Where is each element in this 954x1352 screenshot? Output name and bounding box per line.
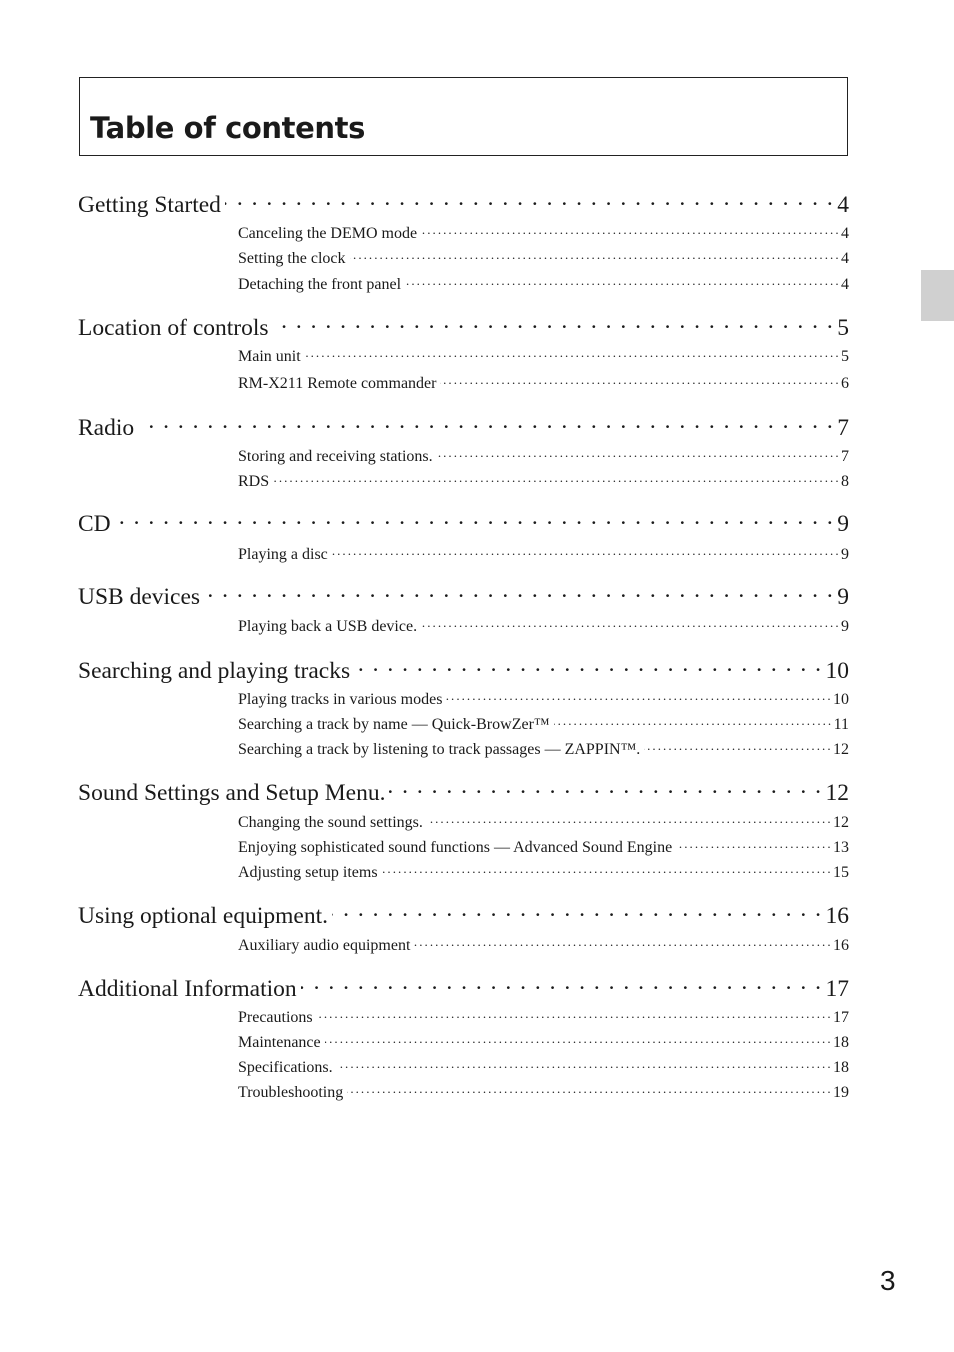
toc-subentry[interactable] <box>238 443 849 467</box>
toc-subentry[interactable] <box>238 343 849 367</box>
toc-subentry-label: Detaching the front panel <box>238 276 402 293</box>
toc-subentry-page-number: 13 <box>833 839 849 856</box>
toc-subentry-page-number: 18 <box>833 1059 849 1076</box>
dot-leader <box>440 370 838 388</box>
toc-section-entry-page-number: 16 <box>825 903 849 929</box>
toc-subentry[interactable] <box>238 686 849 710</box>
dot-leader <box>414 932 830 950</box>
side-tab-marker <box>921 270 954 321</box>
toc-subentry-page-number: 12 <box>833 814 849 831</box>
toc-subentry[interactable] <box>238 736 849 760</box>
toc-subentry[interactable] <box>238 859 849 883</box>
toc-section-entry-label: Radio <box>78 415 135 441</box>
toc-subentry-page-number: 9 <box>841 546 849 563</box>
toc-subentry-page-number: 4 <box>841 225 849 242</box>
toc-subentry[interactable] <box>238 541 849 565</box>
toc-subentry[interactable] <box>238 468 849 492</box>
toc-section-entry-label: USB devices <box>78 584 201 610</box>
toc-section-entry[interactable] <box>78 578 849 610</box>
toc-section-entry-page-number: 9 <box>837 511 849 537</box>
dot-leader <box>427 809 830 827</box>
toc-subentry-label: Main unit <box>238 348 301 365</box>
toc-section-entry-label: Getting Started <box>78 192 221 218</box>
toc-subentry-label: Troubleshooting <box>238 1084 344 1101</box>
toc-subentry[interactable] <box>238 932 849 956</box>
toc-section-entry-page-number: 10 <box>825 658 849 684</box>
toc-subentry-label: Canceling the DEMO mode <box>238 225 418 242</box>
toc-section-entry-label: Searching and playing tracks <box>78 658 351 684</box>
dot-leader <box>225 186 834 212</box>
toc-subentry-page-number: 7 <box>841 448 849 465</box>
toc-subentry[interactable] <box>238 370 849 394</box>
toc-section-entry-page-number: 17 <box>825 976 849 1002</box>
dot-leader <box>138 409 834 435</box>
toc-subentry-page-number: 9 <box>841 618 849 635</box>
toc-section-entry-label: CD <box>78 511 111 537</box>
dot-leader <box>350 245 838 263</box>
toc-subentry-page-number: 19 <box>833 1084 849 1101</box>
toc-subentry[interactable] <box>238 1054 849 1078</box>
dot-leader <box>317 1004 830 1022</box>
dot-leader <box>325 1029 830 1047</box>
page-title: Table of contents <box>90 111 365 145</box>
toc-section-entry[interactable] <box>78 897 849 929</box>
dot-leader <box>644 736 830 754</box>
toc-section-entry[interactable] <box>78 186 849 218</box>
toc-section-entry-label: Location of controls <box>78 315 269 341</box>
dot-leader <box>337 1054 830 1072</box>
toc-subentry-page-number: 11 <box>833 716 849 733</box>
toc-subentry-page-number: 15 <box>833 864 849 881</box>
toc-subentry-page-number: 10 <box>833 691 849 708</box>
dot-leader <box>354 652 822 678</box>
toc-subentry-page-number: 6 <box>841 375 849 392</box>
toc-subentry-label: Searching a track by listening to track passages — ZAPPIN™. <box>238 741 641 758</box>
dot-leader <box>382 859 830 877</box>
toc-subentry-label: Enjoying sophisticated sound functions — Advanced Sound Engine <box>238 839 673 856</box>
toc-subentry[interactable] <box>238 1004 849 1028</box>
toc-section-entry-label: Sound Settings and Setup Menu. <box>78 780 386 806</box>
toc-section-entry-page-number: 5 <box>837 315 849 341</box>
toc-subentry[interactable] <box>238 271 849 295</box>
toc-section-entry[interactable] <box>78 505 849 537</box>
dot-leader <box>115 505 835 531</box>
toc-section-entry[interactable] <box>78 774 849 806</box>
toc-subentry-page-number: 16 <box>833 937 849 954</box>
dot-leader <box>389 774 822 800</box>
toc-subentry-label: RM-X211 Remote commander <box>238 375 437 392</box>
dot-leader <box>446 686 830 704</box>
toc-section-entry-page-number: 12 <box>825 780 849 806</box>
toc-subentry-label: Playing back a USB device. <box>238 618 418 635</box>
toc-section-entry-page-number: 9 <box>837 584 849 610</box>
dot-leader <box>437 443 838 461</box>
page-number: 3 <box>880 1265 896 1296</box>
title-box <box>79 77 848 156</box>
toc-section-entry-label: Using optional equipment. <box>78 903 328 929</box>
toc-subentry-label: RDS <box>238 473 270 490</box>
toc-subentry-label: Storing and receiving stations. <box>238 448 433 465</box>
dot-leader <box>301 970 823 996</box>
toc-subentry-label: Setting the clock <box>238 250 346 267</box>
toc-subentry-label: Specifications. <box>238 1059 333 1076</box>
dot-leader <box>554 711 831 729</box>
toc-section-entry[interactable] <box>78 309 849 341</box>
toc-subentry-label: Precautions <box>238 1009 313 1026</box>
dot-leader <box>676 834 830 852</box>
dot-leader <box>421 220 838 238</box>
toc-subentry[interactable] <box>238 245 849 269</box>
toc-section-entry-page-number: 7 <box>837 415 849 441</box>
toc-subentry-page-number: 4 <box>841 276 849 293</box>
dot-leader <box>305 343 838 361</box>
toc-subentry-page-number: 5 <box>841 348 849 365</box>
dot-leader <box>405 271 838 289</box>
dot-leader <box>204 578 834 604</box>
toc-section-entry-label: Additional Information <box>78 976 297 1002</box>
dot-leader <box>421 613 838 631</box>
toc-section-entry[interactable] <box>78 652 849 684</box>
toc-subentry[interactable] <box>238 834 849 858</box>
toc-section-entry[interactable] <box>78 970 849 1002</box>
toc-subentry[interactable] <box>238 711 849 735</box>
toc-subentry-page-number: 12 <box>833 741 849 758</box>
toc-subentry-page-number: 8 <box>841 473 849 490</box>
dot-leader <box>273 309 835 335</box>
toc-subentry-page-number: 17 <box>833 1009 849 1026</box>
toc-subentry[interactable] <box>238 220 849 244</box>
toc-section-entry[interactable] <box>78 409 849 441</box>
toc-subentry-label: Adjusting setup items <box>238 864 378 881</box>
toc-subentry-label: Playing tracks in various modes <box>238 691 443 708</box>
toc-subentry-label: Maintenance <box>238 1034 321 1051</box>
dot-leader <box>332 541 838 559</box>
toc-subentry[interactable] <box>238 1029 849 1053</box>
toc-subentry[interactable] <box>238 1079 849 1103</box>
toc-subentry-page-number: 18 <box>833 1034 849 1051</box>
toc-subentry-label: Changing the sound settings. <box>238 814 423 831</box>
toc-subentry[interactable] <box>238 809 849 833</box>
dot-leader <box>332 897 823 923</box>
toc-subentry-label: Searching a track by name — Quick-BrowZer™ <box>238 716 550 733</box>
dot-leader <box>273 468 838 486</box>
toc-section-entry-page-number: 4 <box>837 192 849 218</box>
toc-subentry-label: Auxiliary audio equipment <box>238 937 411 954</box>
toc-subentry-page-number: 4 <box>841 250 849 267</box>
toc-subentry-label: Playing a disc <box>238 546 328 563</box>
toc-subentry[interactable] <box>238 613 849 637</box>
dot-leader <box>347 1079 830 1097</box>
